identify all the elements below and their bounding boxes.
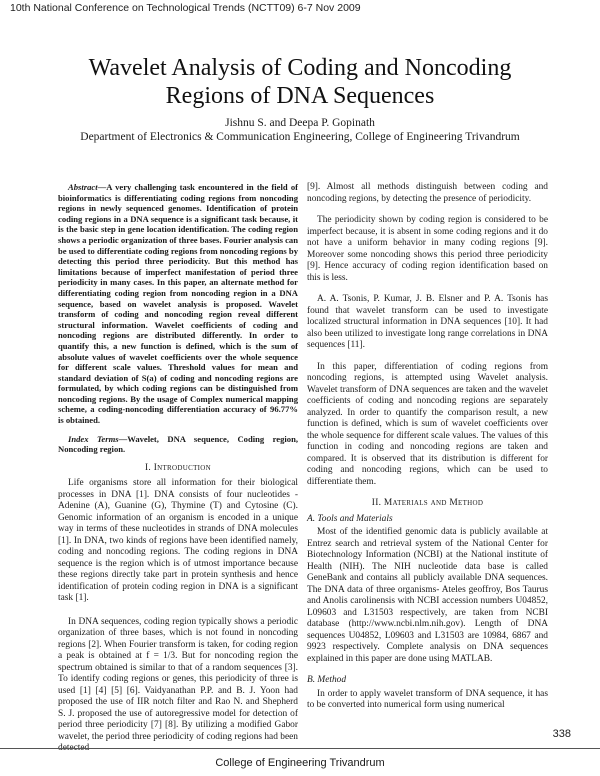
abstract <box>58 182 298 426</box>
abstract-label: Abstract <box>68 182 98 192</box>
right-paragraph-2: The periodicity shown by coding region is considered to be imperfect because, it is absent in some coding regions and it do not have a uniform behavior in many coding regions [9]. Moreover some noncoding shows this period three periodicity [9]. Hence accuracy of coding region identification based on this is less. <box>307 215 548 283</box>
right-paragraph-1: [9]. Almost all methods distinguish between coding and noncoding regions, by detecting the presence of periodicity. <box>307 182 548 204</box>
authors: Jishnu S. and Deepa P. Gopinath <box>225 117 375 129</box>
intro-paragraph-1: Life organisms store all information for their biological processes in DNA [1]. DNA consists of four nucleotides - Adenine (A), Guanine (G), Thymine (T) and Cytosine (C). Genomic information of an organism is encoded in a unique way in terms of these nucleotides in strands of DNA molecules [1]. In DNA, two kinds of regions have been identified namely, coding and noncoding regions. The coding regions in DNA sequence is the region which is of utmost importance because these regions directly take part in protein synthesis and hence identification of protein coding region in DNA is a significant task [1]. <box>58 478 298 604</box>
title-line-1: Wavelet Analysis of Coding and Noncoding <box>88 55 512 81</box>
subsection-method: B. Method <box>307 675 347 685</box>
intro-paragraph-2: In DNA sequences, coding region typically shows a periodic organization of three bases, which is not found in noncoding regions [2]. When Fourier transform is taken, for coding region a peak is obtained at f = 1/3. But for noncoding region the spectrum obtained is similar to that of a random sequences [3]. To identify coding regions or genes, this periodicity of three is used [1] [4] [5] [6]. Vaidyanathan P.P. and B. J. Yoon had proposed the use of IIR notch filter and Rao N. and Shepherd S. J. proposed the use of autoregressive model for detection of period three periodicity [7] [8]. By utilizing a modified Gabor wavelet, the period three periodicity of coding regions had been <box>58 616 298 742</box>
right-paragraph-4: In this paper, differentiation of coding regions from noncoding regions, is attempted using Wavelet analysis. Wavelet transform of DNA sequences are taken and the wavelet coefficients of coding and noncoding regions are separately analyzed. In order to quantify the comparison result, a new function is defined, which is sum of wavelet coefficients over the whole sequence for different scale values. The values of this function in coding and noncoding regions are taken and compared. It is observed that its distribution is different for coding and noncoding regions, which can be used to differentiate them. <box>307 361 548 487</box>
index-terms-label: Index Terms <box>68 433 119 444</box>
tools-paragraph: Most of the identified genomic data is publicly available at Entrez search and retrieval system of the National Center for Biotechnology Information (NCBI) at the National institute of Health (NIH). The NIH nucleotide data base is called GeneBank and contains all publicly available DNA sequences. The DNA data of three organisms- Ateles geoffroy, Bos Taurus and Anolis carolinensis with NCBI accession numbers U04852, L09603 and L31503 respectively, are taken from NCBI database (http://www.ncbi.nlm.nih.gov). Length of DNA sequences U04852, L09603 and L31503 are 10984, 6867 and 9923 respectively. Complete analysis on DNA sequences explained in this paper are done using MATLAB. <box>307 527 548 664</box>
right-paragraph-3: A. A. Tsonis, P. Kumar, J. B. Elsner and P. A. Tsonis has found that wavelet transform can be used to investigate localized structural information in DNA sequences [10]. It had also been utilized to investigate long range correlations in DNA sequences [11]. <box>307 294 548 350</box>
section-heading-introduction: I. Introduction <box>145 462 211 473</box>
left-column <box>58 182 298 763</box>
footer-rule <box>0 748 600 749</box>
method-paragraph: In order to apply wavelet transform of DNA sequence, it has to be converted into numerical form using numerical <box>307 688 548 710</box>
subsection-tools-materials: A. Tools and Materials <box>307 513 393 524</box>
right-column <box>307 182 548 722</box>
running-header: 10th National Conference on Technological Trends (NCTT09) 6-7 Nov 2009 <box>10 2 361 14</box>
page-number: 338 <box>552 728 571 740</box>
index-terms <box>58 434 298 455</box>
index-terms-text: —Wavelet, DNA sequence, Coding region, Noncoding region. <box>58 433 298 455</box>
footer-institution: College of Engineering Trivandrum <box>215 757 385 769</box>
section-heading-materials-method: II. Materials and Method <box>371 498 484 508</box>
title-line-2: Regions of DNA Sequences <box>165 83 435 109</box>
abstract-text: —A very challenging task encountered in the field of bioinformatics is differentiating coding regions from noncoding regions in newly sequenced genomes. Identification of protein coding regions in a DNA sequence is a significant task because, it is the basic step in gene location identification. The coding region shows a periodic organization of three bases. Fourier analysis can be used to differentiate coding regions from noncoding regions by detecting this period three periodicity. But this method has limitations because of imperfect manifestation of period three periodicity in many cases. In this paper, an alternate method for differentiating coding region from noncoding region in a DNA sequence, based on wavelet analysis is proposed. Wavelet transform of coding and noncoding region reveal different structural information. Wavelet coefficients of coding and noncoding regions are distributed differently. In order to quantify this, a new function is defined, which is the sum of absolute values of wavelet coefficients over the whole sequence for different scale values. Threshold values for mean and standard deviation of S(a) of coding and noncoding regions are formulated, by which coding regions can be distinguished from noncoding regions. By the usage of Complex numerical mapping scheme, a coding-noncoding differentiation accuracy of 96.77% is obtained. <box>58 182 298 426</box>
paper-title <box>0 54 600 110</box>
affiliation: Department of Electronics & Communication Engineering, College of Engineering Trivandrum <box>80 131 520 143</box>
